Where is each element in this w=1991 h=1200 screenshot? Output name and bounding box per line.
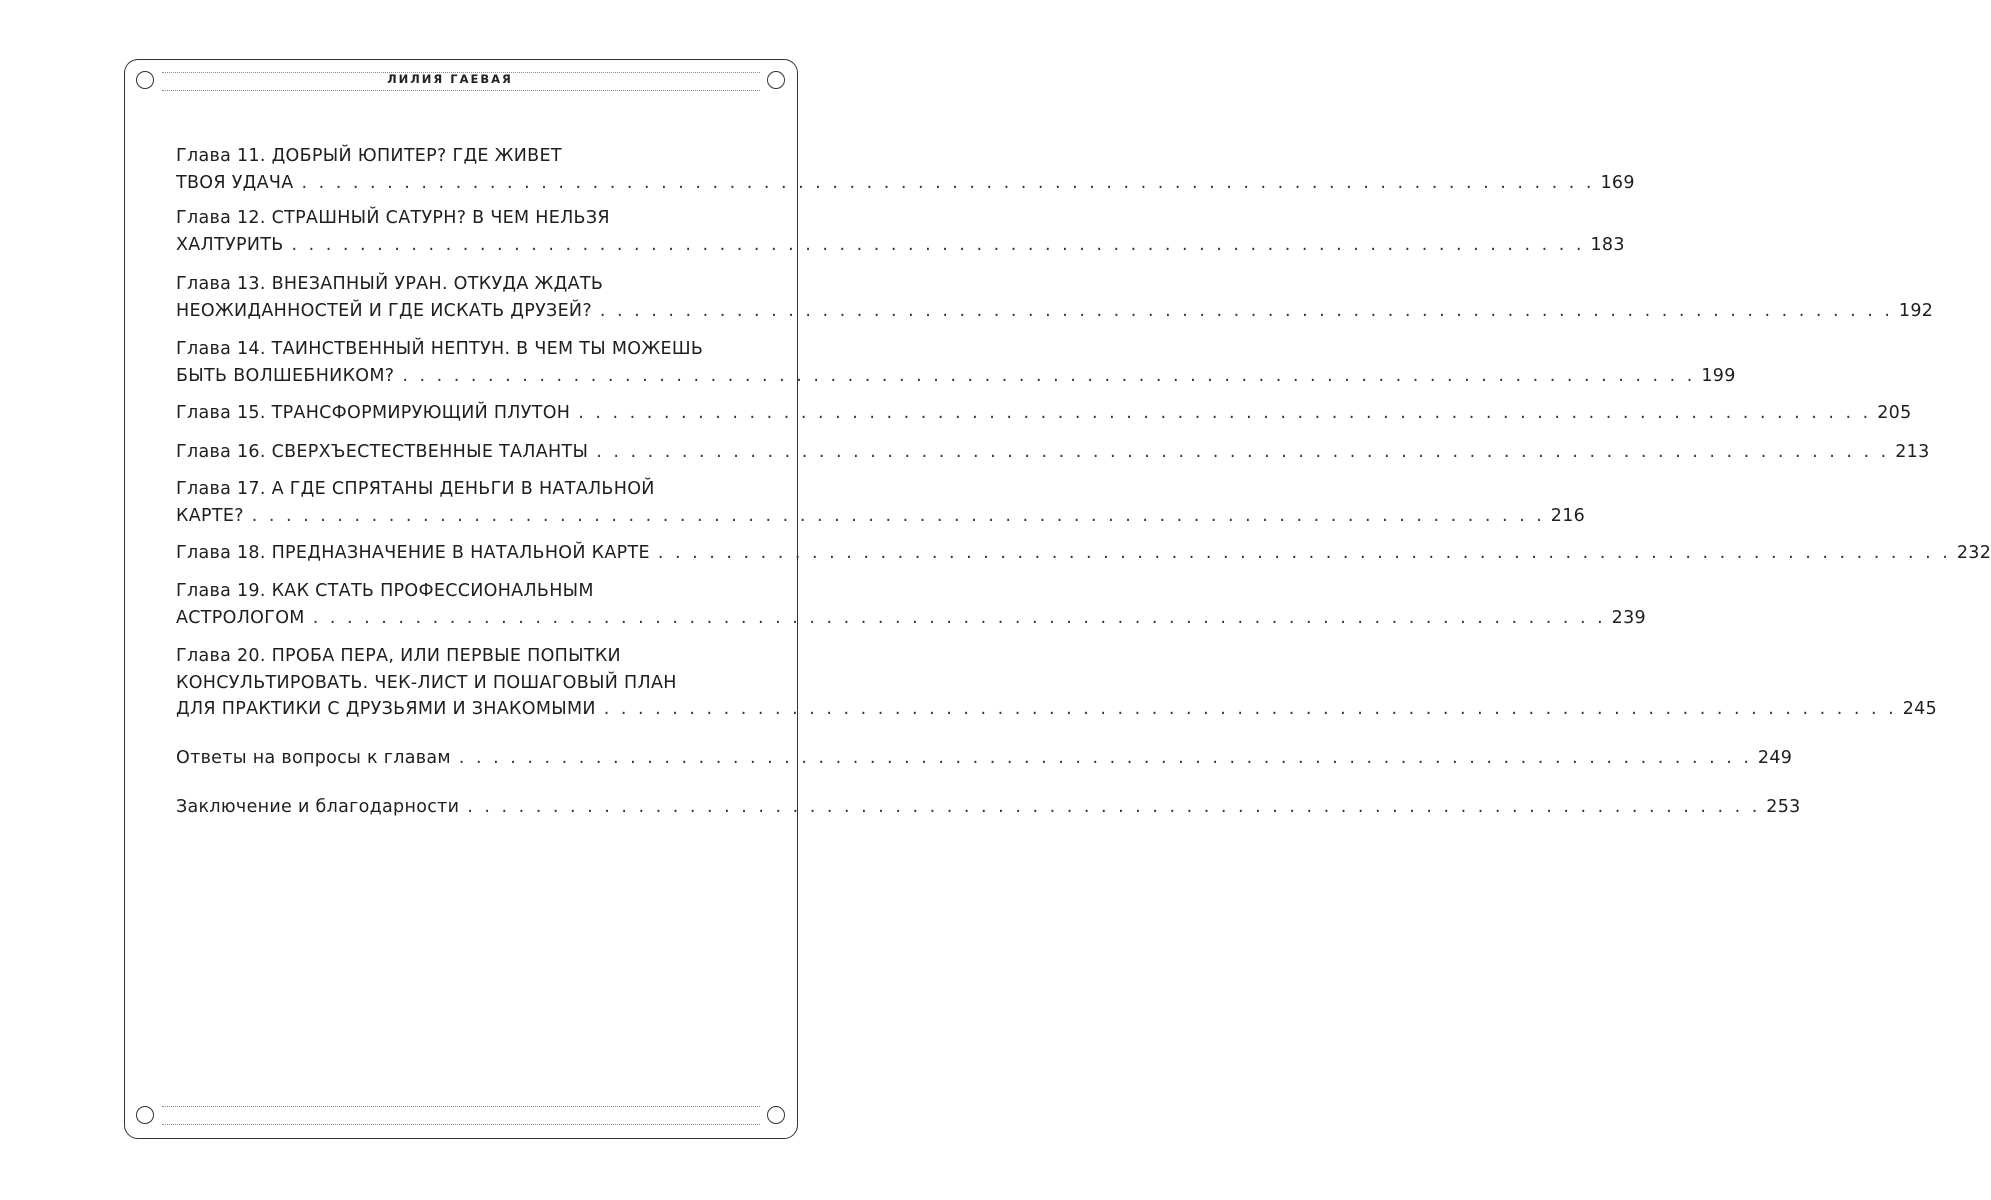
toc-entry[interactable] xyxy=(176,205,1625,258)
toc-dot-leader: . . . . . . . . . . . . . . . . . . . . . . . . . . . . . . . . . . . . . . . . . . . . . . . . . . . . . . . . . . . . . . . . . . . . . . . . . . . . xyxy=(402,365,1696,386)
toc-dot-leader: . . . . . . . . . . . . . . . . . . . . . . . . . . . . . . . . . . . . . . . . . . . . . . . . . . . . . . . . . . . . . . . . . . . . . . . . . . . . xyxy=(578,403,1872,423)
toc-dot-leader: . . . . . . . . . . . . . . . . . . . . . . . . . . . . . . . . . . . . . . . . . . . . . . . . . . . . . . . . . . . . . . . . . . . . . . . . . . . . xyxy=(603,699,1897,719)
toc-entry-line: Глава 14. ТАИНСТВЕННЫЙ НЕПТУН. В ЧЕМ ТЫ МОЖЕШЬ xyxy=(176,339,704,359)
toc-entry-line: КОНСУЛЬТИРОВАТЬ. ЧЕК-ЛИСТ И ПОШАГОВЫЙ ПЛАН xyxy=(176,672,677,693)
corner-circle-bottom-left xyxy=(136,1106,154,1124)
toc-entry[interactable] xyxy=(176,540,1991,567)
header-rule-bottom xyxy=(162,90,760,91)
toc-entry-title: АСТРОЛОГОМ xyxy=(176,607,305,628)
toc-page-number: 253 xyxy=(1766,797,1801,817)
corner-circle-bottom-right xyxy=(767,1106,785,1124)
toc-entry-line: Глава 11. ДОБРЫЙ ЮПИТЕР? ГДЕ ЖИВЕТ xyxy=(176,146,562,166)
toc-page-number: 232 xyxy=(1956,543,1991,563)
toc-entry-title: Заключение и благодарности xyxy=(176,797,460,817)
toc-entry[interactable] xyxy=(176,439,1930,466)
toc-entry-line: Глава 13. ВНЕЗАПНЫЙ УРАН. ОТКУДА ЖДАТЬ xyxy=(176,274,604,294)
toc-dot-leader: . . . . . . . . . . . . . . . . . . . . . . . . . . . . . . . . . . . . . . . . . . . . . . . . . . . . . . . . . . . . . . . . . . . . . . . . . . . . xyxy=(599,300,1893,321)
footer-rule-top xyxy=(162,1106,760,1107)
toc-dot-leader: . . . . . . . . . . . . . . . . . . . . . . . . . . . . . . . . . . . . . . . . . . . . . . . . . . . . . . . . . . . . . . . . . . . . . . . . . . . . xyxy=(312,607,1606,628)
toc-entry-line: Глава 17. А ГДЕ СПРЯТАНЫ ДЕНЬГИ В НАТАЛЬНОЙ xyxy=(176,479,655,499)
toc-entry[interactable] xyxy=(176,578,1646,631)
toc-entry-line: Глава 12. СТРАШНЫЙ САТУРН? В ЧЕМ НЕЛЬЗЯ xyxy=(176,208,610,228)
toc-dot-leader: . . . . . . . . . . . . . . . . . . . . . . . . . . . . . . . . . . . . . . . . . . . . . . . . . . . . . . . . . . . . . . . . . . . . . . . . . . . . xyxy=(301,172,1595,193)
toc-page-number: 205 xyxy=(1877,403,1912,423)
toc-entry-title: Глава 18. ПРЕДНАЗНАЧЕНИЕ В НАТАЛЬНОЙ КАРТЕ xyxy=(176,543,650,563)
toc-dot-leader: . . . . . . . . . . . . . . . . . . . . . . . . . . . . . . . . . . . . . . . . . . . . . . . . . . . . . . . . . . . . . . . . . . . . . . . . . . . . xyxy=(291,234,1585,255)
toc-entry-title: ДЛЯ ПРАКТИКИ С ДРУЗЬЯМИ И ЗНАКОМЫМИ xyxy=(176,699,596,719)
toc-dot-leader: . . . . . . . . . . . . . . . . . . . . . . . . . . . . . . . . . . . . . . . . . . . . . . . . . . . . . . . . . . . . . . . . . . . . . . . . . . . . xyxy=(458,748,1752,768)
toc-entry-title: ТВОЯ УДАЧА xyxy=(176,172,294,193)
toc-entry[interactable] xyxy=(176,336,1736,389)
toc-entry-title: Ответы на вопросы к главам xyxy=(176,748,451,768)
running-header-author: ЛИЛИЯ ГАЕВАЯ xyxy=(387,72,513,86)
toc-entry-title: Глава 15. ТРАНСФОРМИРУЮЩИЙ ПЛУТОН xyxy=(176,403,571,423)
toc-page-number: 199 xyxy=(1701,365,1736,386)
toc-entry-line: Глава 19. КАК СТАТЬ ПРОФЕССИОНАЛЬНЫМ xyxy=(176,581,594,601)
toc-page-number: 169 xyxy=(1600,172,1635,193)
toc-page-number: 216 xyxy=(1550,505,1586,526)
toc-page-number: 245 xyxy=(1902,699,1938,719)
footer-rule-bottom xyxy=(162,1124,760,1125)
toc-entry[interactable] xyxy=(176,476,1586,529)
toc-entry[interactable] xyxy=(176,794,1801,821)
toc-page-number: 213 xyxy=(1895,442,1930,462)
toc-entry[interactable] xyxy=(176,271,1934,324)
toc-entry[interactable] xyxy=(176,400,1912,427)
toc-page-number: 249 xyxy=(1757,748,1793,768)
toc-dot-leader: . . . . . . . . . . . . . . . . . . . . . . . . . . . . . . . . . . . . . . . . . . . . . . . . . . . . . . . . . . . . . . . . . . . . . . . . . . . . xyxy=(596,442,1890,462)
toc-entry-title: Глава 16. СВЕРХЪЕСТЕСТВЕННЫЕ ТАЛАНТЫ xyxy=(176,442,589,462)
toc-entry-title: НЕОЖИДАННОСТЕЙ И ГДЕ ИСКАТЬ ДРУЗЕЙ? xyxy=(176,300,592,321)
toc-entry[interactable] xyxy=(176,143,1635,196)
toc-entry[interactable] xyxy=(176,745,1793,772)
toc-dot-leader: . . . . . . . . . . . . . . . . . . . . . . . . . . . . . . . . . . . . . . . . . . . . . . . . . . . . . . . . . . . . . . . . . . . . . . . . . . . . xyxy=(467,797,1761,817)
toc-entry-title: КАРТЕ? xyxy=(176,505,244,526)
toc-entry-line: Глава 20. ПРОБА ПЕРА, ИЛИ ПЕРВЫЕ ПОПЫТКИ xyxy=(176,646,621,666)
toc-entry-title: ХАЛТУРИТЬ xyxy=(176,234,284,255)
toc-dot-leader: . . . . . . . . . . . . . . . . . . . . . . . . . . . . . . . . . . . . . . . . . . . . . . . . . . . . . . . . . . . . . . . . . . . . . . . . . . . . xyxy=(251,505,1545,526)
toc-page-number: 183 xyxy=(1590,234,1625,255)
toc-page-number: 192 xyxy=(1898,300,1934,321)
toc-entry[interactable] xyxy=(176,643,1938,723)
toc-page-number: 239 xyxy=(1611,607,1646,628)
toc-entry-title: БЫТЬ ВОЛШЕБНИКОМ? xyxy=(176,365,395,386)
toc-dot-leader: . . . . . . . . . . . . . . . . . . . . . . . . . . . . . . . . . . . . . . . . . . . . . . . . . . . . . . . . . . . . . . . . . . . . . . . . . . . . xyxy=(657,543,1951,563)
